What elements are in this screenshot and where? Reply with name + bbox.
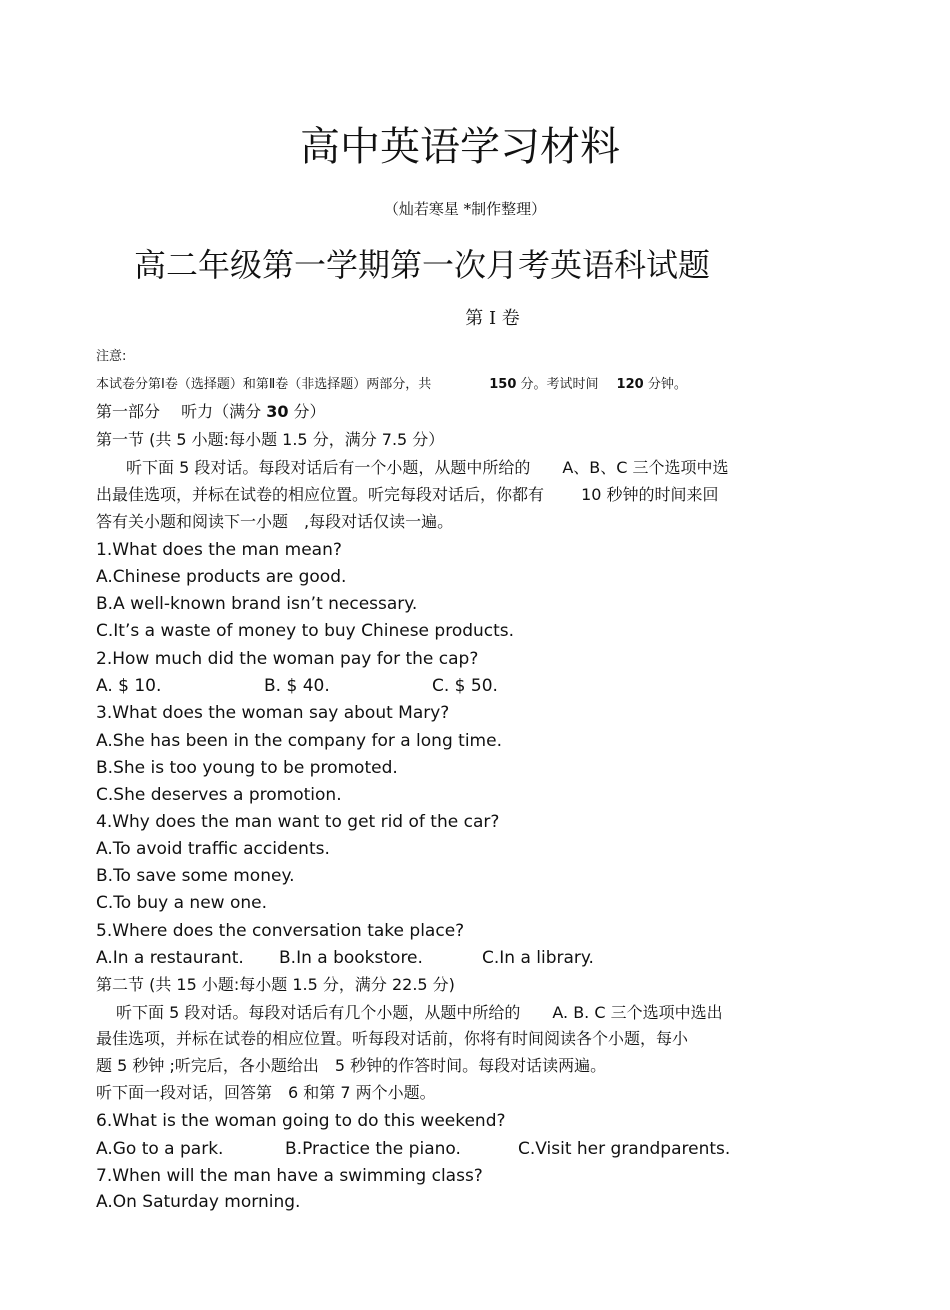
option-7a: A.On Saturday morning. <box>96 1192 301 1212</box>
option-3a: A.She has been in the company for a long time. <box>96 731 502 751</box>
question-5: 5.Where does the conversation take place? <box>96 921 465 941</box>
notice-text <box>96 374 687 396</box>
option-1a: A.Chinese products are good. <box>96 567 347 587</box>
part1-heading <box>96 401 326 423</box>
section1-instructions-line2: 出最佳选项，并标在试卷的相应位置。听完每段对话后，你都有 10 秒钟的时间来回 <box>96 485 719 504</box>
total-score: 150 <box>489 377 517 392</box>
section2-instructions-line1: 听下面 5 段对话。每段对话后有几个小题，从题中所给的 A. B. C 三个选项中选出 <box>116 1003 723 1022</box>
option-1c: C.It’s a waste of money to buy Chinese products. <box>96 621 515 641</box>
part1-score: 30 <box>266 402 289 421</box>
volume-label: 第 Ⅰ 卷 <box>465 308 520 329</box>
section2-instructions-line3: 题 5 秒钟 ;听完后，各小题给出 5 秒钟的作答时间。每段对话读两遍。 <box>96 1056 607 1075</box>
option-2b: B. $ 40. <box>264 676 330 696</box>
question-4: 4.Why does the man want to get rid of the car? <box>96 812 500 832</box>
main-title: 高中英语学习材料 <box>300 124 620 170</box>
section2-instructions-line2: 最佳选项，并标在试卷的相应位置。听每段对话前，你将有时间阅读各个小题，每小 <box>96 1029 689 1048</box>
option-5c: C.In a library. <box>482 948 594 968</box>
subtitle: （灿若寒星 *制作整理） <box>383 200 547 218</box>
option-2c: C. $ 50. <box>432 676 498 696</box>
exam-title: 高二年级第一学期第一次月考英语科试题 <box>134 246 711 284</box>
option-3b: B.She is too young to be promoted. <box>96 758 398 778</box>
question-6: 6.What is the woman going to do this weekend? <box>96 1111 506 1131</box>
section1-instructions-line3: 答有关小题和阅读下一小题 ,每段对话仅读一遍。 <box>96 512 454 531</box>
question-2: 2.How much did the woman pay for the cap? <box>96 649 479 669</box>
option-1b: B.A well-known brand isn’t necessary. <box>96 594 418 614</box>
notice-suffix: 分钟。 <box>647 377 687 392</box>
option-6b: B.Practice the piano. <box>285 1139 461 1159</box>
option-4a: A.To avoid traffic accidents. <box>96 839 330 859</box>
section1-instructions-line1: 听下面 5 段对话。每段对话后有一个小题，从题中所给的 A、B、C 三个选项中选 <box>126 458 729 477</box>
option-4c: C.To buy a new one. <box>96 893 268 913</box>
option-5a: A.In a restaurant. <box>96 948 244 968</box>
option-2a: A. $ 10. <box>96 676 162 696</box>
question-7: 7.When will the man have a swimming class? <box>96 1166 483 1186</box>
part1-prefix: 第一部分 听力（满分 <box>96 402 262 421</box>
option-3c: C.She deserves a promotion. <box>96 785 342 805</box>
part1-suffix: 分） <box>293 402 326 421</box>
option-5b: B.In a bookstore. <box>279 948 423 968</box>
question-3: 3.What does the woman say about Mary? <box>96 703 450 723</box>
option-4b: B.To save some money. <box>96 866 295 886</box>
notice-mid: 分。考试时间 <box>520 377 599 392</box>
notice-prefix: 本试卷分第Ⅰ卷（选择题）和第Ⅱ卷（非选择题）两部分，共 <box>96 377 432 392</box>
exam-time: 120 <box>616 377 644 392</box>
question-1: 1.What does the man mean? <box>96 540 342 560</box>
notice-label: 注意: <box>96 349 127 364</box>
option-6a: A.Go to a park. <box>96 1139 224 1159</box>
section1-heading: 第一节 (共 5 小题:每小题 1.5 分，满分 7.5 分） <box>96 430 445 449</box>
option-6c: C.Visit her grandparents. <box>518 1139 731 1159</box>
section2-instructions-line4: 听下面一段对话，回答第 6 和第 7 两个小题。 <box>96 1083 436 1102</box>
section2-heading: 第二节 (共 15 小题:每小题 1.5 分，满分 22.5 分) <box>96 975 455 994</box>
